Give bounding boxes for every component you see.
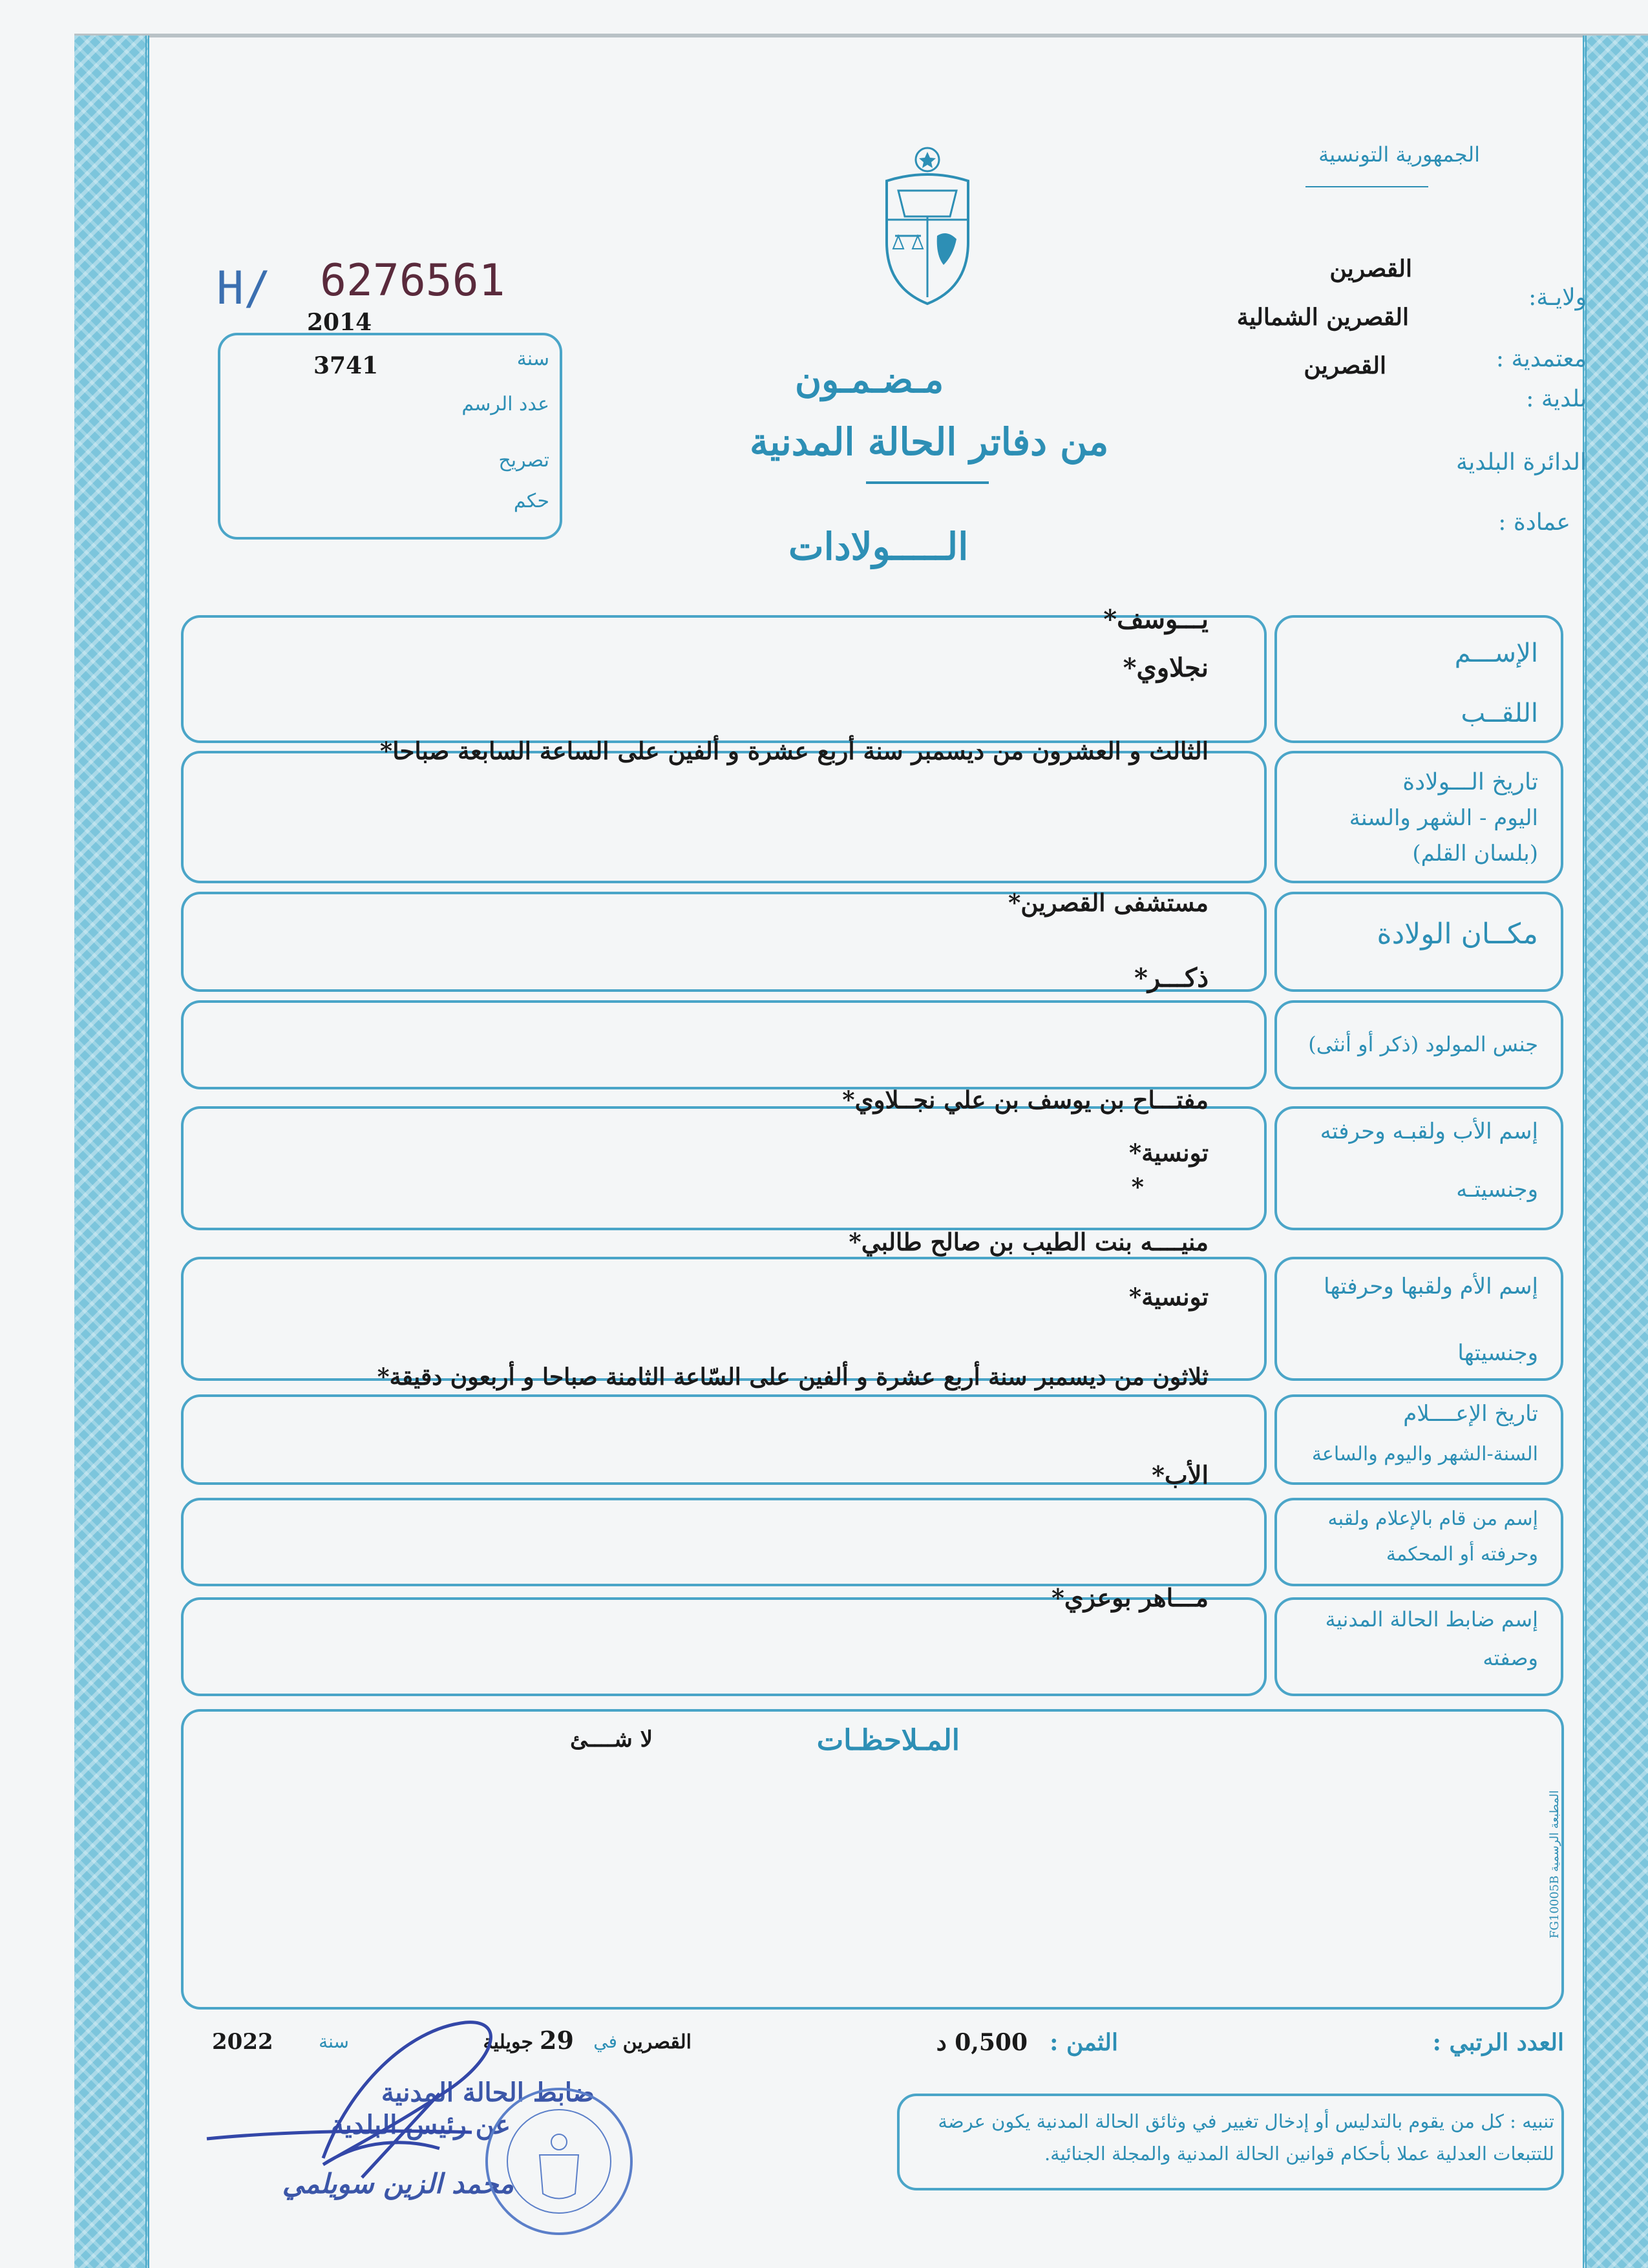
birthdate-words-label: (بلسان القلم)	[1412, 841, 1538, 866]
serial-prefix: H/	[217, 262, 271, 315]
issue-place: القصرين	[622, 2031, 692, 2053]
remarks-value: لا شــــئ	[570, 1727, 653, 1752]
warning-text: تنبيه : كل من يقوم بالتدليس أو إدخال تغيير في وثائق الحالة المدنية يكون عرضة للتتبعات العدلية عملا بأحكام قوانين الحالة المدنية والمجلة الجنائية.	[938, 2110, 1554, 2165]
father-value-box	[181, 1106, 1267, 1230]
registration-judgment-label: حكم	[513, 490, 549, 512]
birthdate-sub-label: اليوم - الشهر والسنة	[1349, 805, 1538, 831]
mother-value-box	[181, 1257, 1267, 1381]
top-edge	[74, 34, 1648, 37]
mother-nationality-value: تونسية*	[1128, 1283, 1209, 1311]
document-subtitle: من دفاتر الحالة المدنية	[750, 420, 1109, 464]
issue-month: جويلية	[483, 2031, 533, 2053]
father-name-value: مفتـــاح بن يوسف بن علي نجــلاوي*	[842, 1086, 1209, 1114]
father-label-2: وجنسيتـه	[1456, 1177, 1538, 1202]
section-title: الـــــولادات	[788, 525, 969, 569]
father-nationality-value: تونسية*	[1128, 1139, 1209, 1167]
registration-box	[218, 333, 562, 540]
remarks-label: المـلاحظـات	[816, 1724, 960, 1757]
handwritten-signature-icon	[194, 2010, 614, 2203]
father-occupation-value: *	[1131, 1173, 1144, 1201]
father-label: إسم الأب ولقبـه وحرفته	[1320, 1118, 1538, 1144]
issue-fi: في	[593, 2031, 617, 2052]
declarant-label: إسم من قام بالإعلام ولقبه	[1327, 1507, 1538, 1530]
surname-label: اللقــب	[1461, 698, 1538, 728]
republic-title: الجمهورية التونسية	[1318, 142, 1480, 167]
declaration-date-value-box	[181, 1394, 1267, 1485]
sex-value-box	[181, 1000, 1267, 1089]
issue-year-label: سنة	[319, 2031, 349, 2052]
declarant-value: الأب*	[1152, 1460, 1209, 1489]
mother-name-value: منيــــه بنت الطيب بن صالح طالبي*	[849, 1228, 1209, 1256]
officer-role: عن رئيس البلدية	[331, 2110, 511, 2140]
surname-value: نجلاوي*	[1123, 653, 1209, 683]
subtitle-underline	[866, 481, 989, 484]
serial-number: 6276561	[320, 255, 505, 306]
registration-year-value: 2014	[307, 309, 372, 336]
sex-label: جنس المولود (ذكر أو أنثى)	[1308, 1032, 1538, 1056]
serial-label: العدد الرتبي :	[1432, 2029, 1564, 2056]
tunisia-coat-of-arms-icon	[879, 145, 976, 307]
sex-value: ذكـــر*	[1134, 963, 1209, 993]
print-mark: المطبعة الرسمية FG10005B	[1548, 1790, 1561, 1938]
officer-title: ضابط الحالة المدنية	[381, 2077, 595, 2108]
baladiya-value: القصرين	[1304, 352, 1386, 379]
officer-label: إسم ضابط الحالة المدنية	[1325, 1607, 1538, 1632]
registration-declaration-label: تصريح	[498, 449, 549, 472]
wilaya-value: القصرين	[1329, 255, 1412, 282]
birthplace-value: مستشفى القصرين*	[1008, 888, 1209, 917]
right-guilloche-border	[1583, 36, 1648, 2268]
declaration-date-sub-label: السنة-الشهر واليوم والساعة	[1311, 1443, 1538, 1465]
birthdate-label: تاريخ الـــولادة	[1402, 769, 1538, 795]
registration-year-label: سنة	[516, 348, 549, 370]
mootamadiya-label: معتمدية :	[1495, 346, 1587, 372]
declaration-date-label: تاريخ الإعــــلام	[1403, 1401, 1538, 1427]
price-label: الثمن :	[1050, 2029, 1118, 2056]
declaration-date-value: ثلاثون من ديسمبر سنة أربع عشرة و ألفين على السّاعة الثامنة صباحا و أربعون دقيقة*	[377, 1363, 1209, 1391]
price-value: 0,500 د	[936, 2029, 1028, 2056]
issue-day: 29	[540, 2026, 574, 2055]
registration-number-label: عدد الرسم	[461, 393, 549, 415]
omada-label: عمادة :	[1498, 509, 1570, 536]
declarant-value-box	[181, 1498, 1267, 1586]
officer-name: محمد الزين سويلمي	[282, 2168, 514, 2200]
mootamadiya-value: القصرين الشمالية	[1236, 304, 1409, 331]
birthdate-value-box	[181, 751, 1267, 883]
registration-number-value: 3741	[313, 352, 379, 379]
declarant-label-2: وحرفته أو المحكمة	[1386, 1543, 1538, 1566]
officer-label-2: وصفته	[1483, 1646, 1538, 1670]
republic-underline	[1305, 186, 1428, 187]
wilaya-label: ولايـة:	[1528, 284, 1587, 311]
mother-label-2: وجنسيتها	[1457, 1340, 1538, 1366]
name-value: يـــوسف*	[1103, 604, 1209, 635]
mother-label: إسم الأم ولقبها وحرفتها	[1324, 1274, 1538, 1299]
officer-value: مـــاهر بوعزي*	[1051, 1583, 1209, 1612]
left-guilloche-border	[74, 36, 149, 2268]
baladiya-label: بلدية :	[1526, 386, 1587, 412]
birthplace-label: مكــان الولادة	[1377, 918, 1538, 950]
name-label: الإســـم	[1454, 638, 1538, 668]
issue-year-value: 2022	[212, 2029, 273, 2055]
daira-label: الدائرة البلدية	[1455, 449, 1587, 476]
document-title: مـضـمـون	[795, 359, 944, 401]
birthdate-value: الثالث و العشرون من ديسمبر سنة أربع عشرة و ألفين على الساعة السابعة صباحا*	[379, 737, 1209, 765]
